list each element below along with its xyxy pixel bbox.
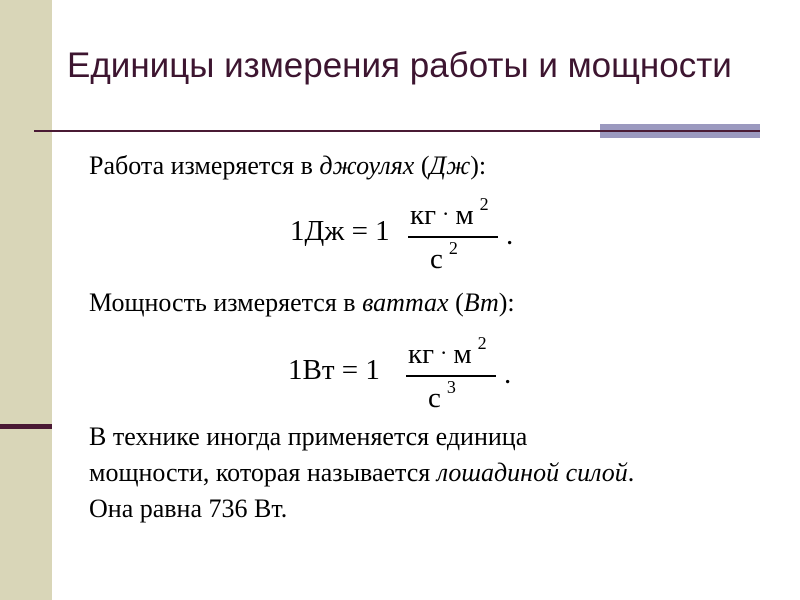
para3-line2-italic: лошадиной силой <box>436 458 628 487</box>
joule-num-kg: кг <box>410 199 436 231</box>
para3-line2 <box>89 455 634 491</box>
para3-line1: В технике иногда применяется единица <box>89 422 528 451</box>
watt-num-exp: 2 <box>477 333 487 353</box>
joule-formula-denominator <box>430 238 458 275</box>
watt-formula-numerator <box>408 333 487 370</box>
side-decoration-mark <box>0 424 52 429</box>
para2-italic: ваттах <box>362 288 449 317</box>
para3-line2-suffix: . <box>627 458 635 487</box>
para1-prefix: Работа измеряется в <box>89 151 320 180</box>
para1-suffix: ): <box>470 151 487 180</box>
para3-line2-prefix: мощности, которая называется <box>89 458 437 487</box>
para2-italic2: Вт <box>463 288 499 317</box>
joule-formula-numerator <box>410 194 489 231</box>
joule-formula-lhs: 1Дж = 1 <box>290 215 390 247</box>
joule-den-s: с <box>430 243 443 275</box>
watt-den-s: с <box>428 382 441 414</box>
paragraph-power-units <box>89 285 515 321</box>
para2-mid: ( <box>448 288 464 317</box>
slide-title: Единицы измерения работы и мощности <box>67 46 732 85</box>
joule-den-exp: 2 <box>448 238 458 258</box>
watt-formula-denominator <box>428 377 456 414</box>
watt-num-m: м <box>453 338 472 370</box>
side-decoration-bar <box>0 0 52 600</box>
para2-suffix: ): <box>498 288 515 317</box>
title-divider-accent-line <box>600 130 760 132</box>
paragraph-work-units <box>89 148 486 184</box>
paragraph-horsepower <box>89 419 634 527</box>
para2-prefix: Мощность измеряется в <box>89 288 363 317</box>
joule-num-exp: 2 <box>479 194 489 214</box>
watt-den-exp: 3 <box>446 377 456 397</box>
para1-italic2: Дж <box>429 151 471 180</box>
joule-formula <box>290 193 520 278</box>
watt-formula-lhs: 1Вт = 1 <box>288 354 380 386</box>
watt-formula <box>288 332 518 417</box>
watt-formula-end: . <box>504 358 512 390</box>
joule-num-m: м <box>455 199 474 231</box>
para1-italic: джоулях <box>319 151 415 180</box>
para1-mid: ( <box>414 151 430 180</box>
watt-num-kg: кг <box>408 338 434 370</box>
watt-num-dot: · <box>439 340 448 365</box>
para3-line3: Она равна 736 Вт. <box>89 494 288 523</box>
joule-num-dot: · <box>441 201 450 226</box>
joule-formula-end: . <box>506 219 514 251</box>
